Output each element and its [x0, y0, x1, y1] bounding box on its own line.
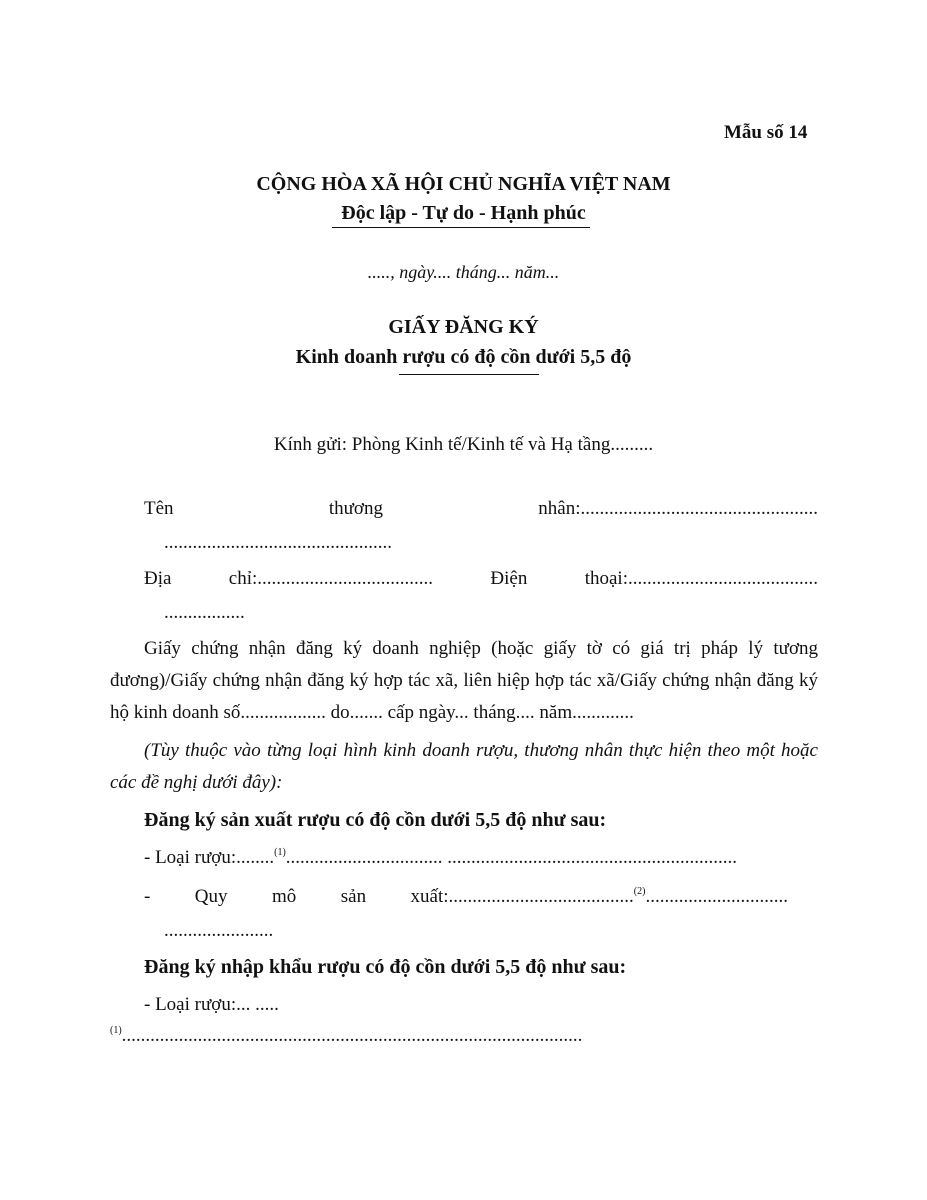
wine-type-dots: ................................. .............................................................: [285, 847, 738, 868]
address-word: Địa: [144, 568, 172, 589]
motto-underline: [332, 227, 590, 228]
scale-word: sản: [340, 886, 367, 907]
subtitle-underline: [399, 374, 539, 375]
scale-word: -: [144, 886, 151, 907]
scale-word: Quy: [194, 886, 228, 907]
scale-dots: xuất:.......................................: [410, 886, 634, 907]
import-dots: .................................................................................................: [121, 1025, 583, 1046]
merchant-name-word: thương: [328, 498, 383, 519]
certificate-text: Giấy chứng nhận đăng ký doanh nghiệp (hoặc giấy tờ có giá trị pháp lý tương đương)/Giấy chứng nhận đăng ký hợp tác xã, liên hiệp hợp tác xã/Giấy chứng nhận đăng ký hộ kinh doanh số.................. do....... cấp ngày... tháng.... năm.............: [110, 638, 818, 723]
note-text: (Tùy thuộc vào từng loại hình kinh doanh rượu, thương nhân thực hiện theo một hoặc các đề nghị dưới đây):: [110, 740, 818, 793]
address-field: [144, 568, 818, 590]
import-wine-type: - Loại rượu:... .....: [144, 994, 279, 1015]
footnote-ref: (2): [633, 886, 646, 897]
phone-word: Điện: [490, 568, 528, 589]
production-scale-continuation: .......................: [164, 920, 274, 941]
certificate-paragraph: [110, 633, 818, 729]
merchant-name-continuation: ................................................: [164, 532, 392, 553]
recipient-line: Kính gửi: Phòng Kinh tế/Kinh tế và Hạ tầng.........: [273, 434, 654, 455]
phone-word: thoại:........................................: [584, 568, 818, 589]
footnote-ref: (1): [110, 1025, 122, 1036]
form-number: Mẫu số 14: [724, 122, 808, 143]
production-wine-type: [144, 847, 737, 869]
address-word: chỉ:.....................................: [228, 568, 434, 589]
scale-word: [411, 886, 788, 908]
footnote-ref: (1): [274, 847, 286, 858]
country-header: CỘNG HÒA XÃ HỘI CHỦ NGHĨA VIỆT NAM: [256, 173, 671, 195]
motto: Độc lập - Tự do - Hạnh phúc: [341, 202, 586, 224]
document-subtitle: Kinh doanh rượu có độ cồn dưới 5,5 độ: [295, 346, 632, 368]
import-heading: Đăng ký nhập khẩu rượu có độ cồn dưới 5,5 độ như sau:: [144, 956, 627, 978]
document-title: GIẤY ĐĂNG KÝ: [388, 316, 539, 338]
date-line: ....., ngày.... tháng... năm...: [367, 262, 560, 282]
note-paragraph: [110, 735, 818, 799]
merchant-name-field: [144, 498, 818, 520]
scale-dots: ..............................: [645, 886, 788, 907]
merchant-name-word: nhân:..................................................: [538, 498, 818, 519]
scale-word: mô: [272, 886, 297, 907]
import-wine-type-continuation: [110, 1025, 582, 1047]
production-heading: Đăng ký sản xuất rượu có độ cồn dưới 5,5 độ như sau:: [144, 809, 607, 831]
production-scale: [144, 886, 788, 908]
wine-type-label: - Loại rượu:........: [144, 847, 275, 868]
address-continuation: .................: [164, 602, 245, 623]
merchant-name-word: Tên: [144, 498, 174, 519]
